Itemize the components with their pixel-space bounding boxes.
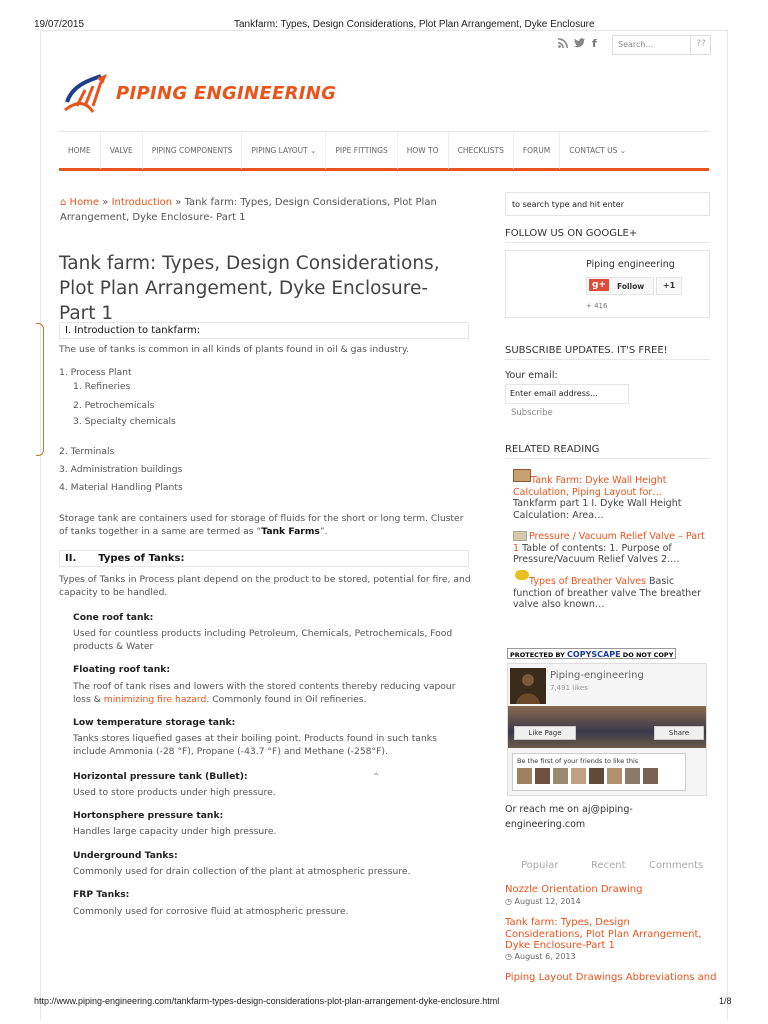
tank-type-text: Used for countless products including Petroleum, Chemicals, Petrochemicals, Food products & Water bbox=[73, 628, 453, 652]
related-snippet: Basic function of breather valve The breather valve also known… bbox=[513, 576, 702, 610]
tank-type-text: Handles large capacity under high pressure. bbox=[73, 826, 277, 837]
related-link[interactable]: Tank Farm: Dyke Wall Height Calculation, Piping Layout for… bbox=[513, 475, 667, 498]
side-scroll-handle[interactable] bbox=[36, 323, 44, 456]
print-title: Tankfarm: Types, Design Considerations, Plot Plan Arrangement, Dyke Enclosure bbox=[234, 19, 595, 30]
rss-icon[interactable] bbox=[558, 38, 568, 51]
section-2-title: Types of Tanks: bbox=[98, 553, 185, 564]
section-1-heading: I. Introduction to tankfarm: bbox=[59, 322, 469, 339]
fb-share-label: Share bbox=[668, 729, 690, 737]
list-item: 3. Specialty chemicals bbox=[73, 416, 176, 427]
fb-friends-text: Be the first of your friends to like this bbox=[517, 757, 639, 765]
breadcrumb bbox=[60, 195, 460, 225]
nav-how-to[interactable]: HOW TO bbox=[397, 132, 448, 169]
tab-recent[interactable]: Recent bbox=[591, 860, 626, 871]
fb-friends-box bbox=[512, 753, 686, 791]
clock-icon: ◷ bbox=[505, 897, 515, 906]
avatar[interactable] bbox=[607, 768, 622, 784]
home-icon[interactable]: ⌂ bbox=[60, 197, 67, 208]
section-2-intro: Types of Tanks in Process plant depend on the product to be stored, potential for fire, and capacity to be handled. bbox=[59, 574, 471, 598]
print-page: 1/8 bbox=[719, 996, 732, 1006]
google-heading: FOLLOW US ON GOOGLE+ bbox=[505, 228, 710, 243]
facebook-widget bbox=[507, 663, 707, 796]
nav-pipe-fittings[interactable]: PIPE FITTINGS bbox=[325, 132, 396, 169]
breadcrumb-current: » Tank farm: Types, Design Considerations, Plot Plan Arrangement, Dyke Enclosure- Part 1 bbox=[60, 197, 437, 223]
gp-plus-one-button[interactable]: +1 bbox=[656, 277, 682, 295]
post-link[interactable]: Piping Layout Drawings Abbreviations and bbox=[505, 972, 717, 983]
copyscape-badge[interactable] bbox=[507, 648, 676, 659]
header-search-button[interactable]: ?? bbox=[690, 35, 711, 55]
floating-text-end: . Commonly found in Oil refineries. bbox=[206, 694, 367, 705]
tank-type-heading: Cone roof tank: bbox=[73, 612, 154, 623]
tank-type-text bbox=[73, 680, 473, 706]
list-item: 1. Refineries bbox=[73, 381, 131, 392]
tank-type-heading: Hortonsphere pressure tank: bbox=[73, 810, 224, 821]
logo-icon[interactable] bbox=[63, 72, 115, 117]
avatar[interactable] bbox=[571, 768, 586, 784]
related-link[interactable]: Pressure / Vacuum Relief Valve – Part 1 bbox=[513, 531, 705, 554]
post-date-text: August 12, 2014 bbox=[514, 897, 581, 906]
avatar[interactable] bbox=[535, 768, 550, 784]
email-input[interactable]: Enter email address... bbox=[505, 384, 629, 404]
post-date bbox=[505, 897, 581, 906]
section-2-number: II. bbox=[65, 553, 77, 564]
related-heading: RELATED READING bbox=[505, 444, 710, 459]
list-item: 1. Process Plant bbox=[59, 367, 132, 378]
post-date-text: August 6, 2013 bbox=[514, 952, 576, 961]
gp-follow-label: Follow bbox=[617, 282, 645, 291]
related-link[interactable]: Types of Breather Valves bbox=[529, 576, 647, 587]
section-2-heading bbox=[59, 550, 469, 567]
nav-home[interactable]: HOME bbox=[68, 146, 91, 155]
avatar[interactable] bbox=[625, 768, 640, 784]
post-link[interactable]: Tank farm: Types, Design Considerations, Plot Plan Arrangement, Dyke Enclosure-Part 1 bbox=[505, 917, 702, 951]
header-search-input[interactable]: Search... bbox=[612, 35, 711, 55]
related-item bbox=[513, 475, 713, 521]
tank-type-text: Commonly used for drain collection of the plant at atmospheric pressure. bbox=[73, 866, 411, 877]
list-item: 2. Terminals bbox=[59, 446, 115, 457]
tank-type-heading: Floating roof tank: bbox=[73, 664, 171, 675]
nav-checklists[interactable]: CHECKLISTS bbox=[448, 132, 513, 169]
clock-icon: ◷ bbox=[505, 952, 515, 961]
tank-type-heading: Underground Tanks: bbox=[73, 850, 178, 861]
related-snippet: Tankfarm part 1 I. Dyke Wall Height Calculation: Area… bbox=[513, 498, 682, 521]
nav-forum[interactable]: FORUM bbox=[513, 132, 559, 169]
fb-like-label: Like Page bbox=[528, 729, 562, 737]
main-nav bbox=[59, 131, 709, 171]
fire-hazard-link[interactable]: minimizing fire hazard bbox=[103, 694, 207, 705]
twitter-icon[interactable] bbox=[574, 38, 585, 51]
storage-paragraph bbox=[59, 512, 471, 538]
floating-text: The roof of tank rises and lowers with the stored contents thereby reducing vapour loss & bbox=[73, 681, 456, 705]
copyscape-pre: PROTECTED BY bbox=[510, 651, 568, 659]
subscribe-button[interactable]: Subscribe bbox=[511, 408, 553, 418]
avatar[interactable] bbox=[553, 768, 568, 784]
post-date bbox=[505, 952, 576, 961]
gp-follow-button[interactable] bbox=[586, 277, 654, 295]
related-snippet: Table of contents: 1. Purpose of Pressure/Vacuum Relief Valves 2.… bbox=[513, 542, 680, 565]
email-label: Your email: bbox=[505, 370, 558, 381]
section-1-intro: The use of tanks is common in all kinds of plants found in oil & gas industry. bbox=[59, 344, 410, 355]
nav-contact-us[interactable]: CONTACT US ⌄ bbox=[559, 132, 635, 169]
storage-end: ”. bbox=[319, 526, 328, 537]
tank-farms-term: Tank Farms bbox=[261, 526, 320, 537]
avatar[interactable] bbox=[643, 768, 658, 784]
nav-valve[interactable]: VALVE bbox=[100, 132, 142, 169]
subscribe-heading: SUBSCRIBE UPDATES. IT'S FREE! bbox=[505, 345, 710, 360]
tank-type-heading: FRP Tanks: bbox=[73, 889, 130, 900]
related-item bbox=[513, 531, 713, 566]
tank-type-heading: Horizontal pressure tank (Bullet): bbox=[73, 771, 248, 782]
facebook-icon[interactable]: f bbox=[592, 37, 597, 50]
nav-piping-layout[interactable]: PIPING LAYOUT ⌄ bbox=[241, 132, 325, 169]
tank-type-text: Used to store products under high pressure. bbox=[73, 787, 276, 798]
tank-type-heading: Low temperature storage tank: bbox=[73, 717, 236, 728]
tab-comments[interactable]: Comments bbox=[649, 860, 704, 871]
copyscape-brand: COPYSCAPE bbox=[567, 650, 621, 659]
gp-count: + 416 bbox=[586, 302, 608, 310]
fb-share-button[interactable] bbox=[654, 726, 704, 740]
print-url: http://www.piping-engineering.com/tankfarm-types-design-considerations-plot-plan-arrangement-dyke-enclosure.html bbox=[34, 996, 500, 1006]
fb-page-name[interactable]: Piping-engineering bbox=[550, 670, 644, 681]
list-item: 4. Material Handling Plants bbox=[59, 482, 183, 493]
scroll-top-icon[interactable]: ⌃ bbox=[372, 772, 381, 783]
google-plus-icon: g+ bbox=[589, 279, 609, 291]
fb-friends-avatars bbox=[517, 768, 658, 784]
avatar[interactable] bbox=[517, 768, 532, 784]
contact-email[interactable]: Or reach me on aj@piping-engineering.com bbox=[505, 804, 633, 830]
logo-text[interactable]: PIPING ENGINEERING bbox=[116, 83, 337, 104]
list-item: 3. Administration buildings bbox=[59, 464, 183, 475]
print-date: 19/07/2015 bbox=[34, 19, 85, 30]
google-plus-widget bbox=[505, 250, 710, 318]
related-item bbox=[513, 576, 713, 611]
gp-page-name[interactable]: Piping engineering bbox=[586, 259, 675, 270]
copyscape-post: DO NOT COPY bbox=[620, 651, 674, 659]
page-title: Tank farm: Types, Design Considerations, Plot Plan Arrangement, Dyke Enclosure- Part 1 bbox=[59, 253, 440, 324]
avatar[interactable] bbox=[589, 768, 604, 784]
breadcrumb-sep: » bbox=[99, 197, 112, 208]
storage-text: Storage tank are containers used for storage of fluids for the short or long term. Cluster of tanks together in a same are termed as “ bbox=[59, 513, 464, 537]
tab-popular[interactable]: Popular bbox=[521, 860, 559, 871]
post-link[interactable]: Nozzle Orientation Drawing bbox=[505, 884, 643, 895]
breadcrumb-home[interactable]: Home bbox=[69, 197, 100, 208]
nav-piping-components[interactable]: PIPING COMPONENTS bbox=[142, 132, 242, 169]
sidebar-search-input[interactable]: to search type and hit enter bbox=[505, 192, 710, 216]
tank-type-text: Commonly used for corrosive fluid at atmospheric pressure. bbox=[73, 906, 349, 917]
fb-like-button[interactable] bbox=[514, 726, 576, 740]
list-item: 2. Petrochemicals bbox=[73, 400, 155, 411]
fb-page-avatar[interactable] bbox=[510, 668, 546, 704]
tank-type-text: Tanks stores liquefied gases at their boiling point. Products found in such tanks include Ammonia (-28 °F), Propane (-43.7 °F) and Methane (-258°F). bbox=[73, 733, 437, 757]
fb-likes: 7,491 likes bbox=[550, 684, 588, 692]
breadcrumb-introduction[interactable]: Introduction bbox=[111, 197, 173, 208]
